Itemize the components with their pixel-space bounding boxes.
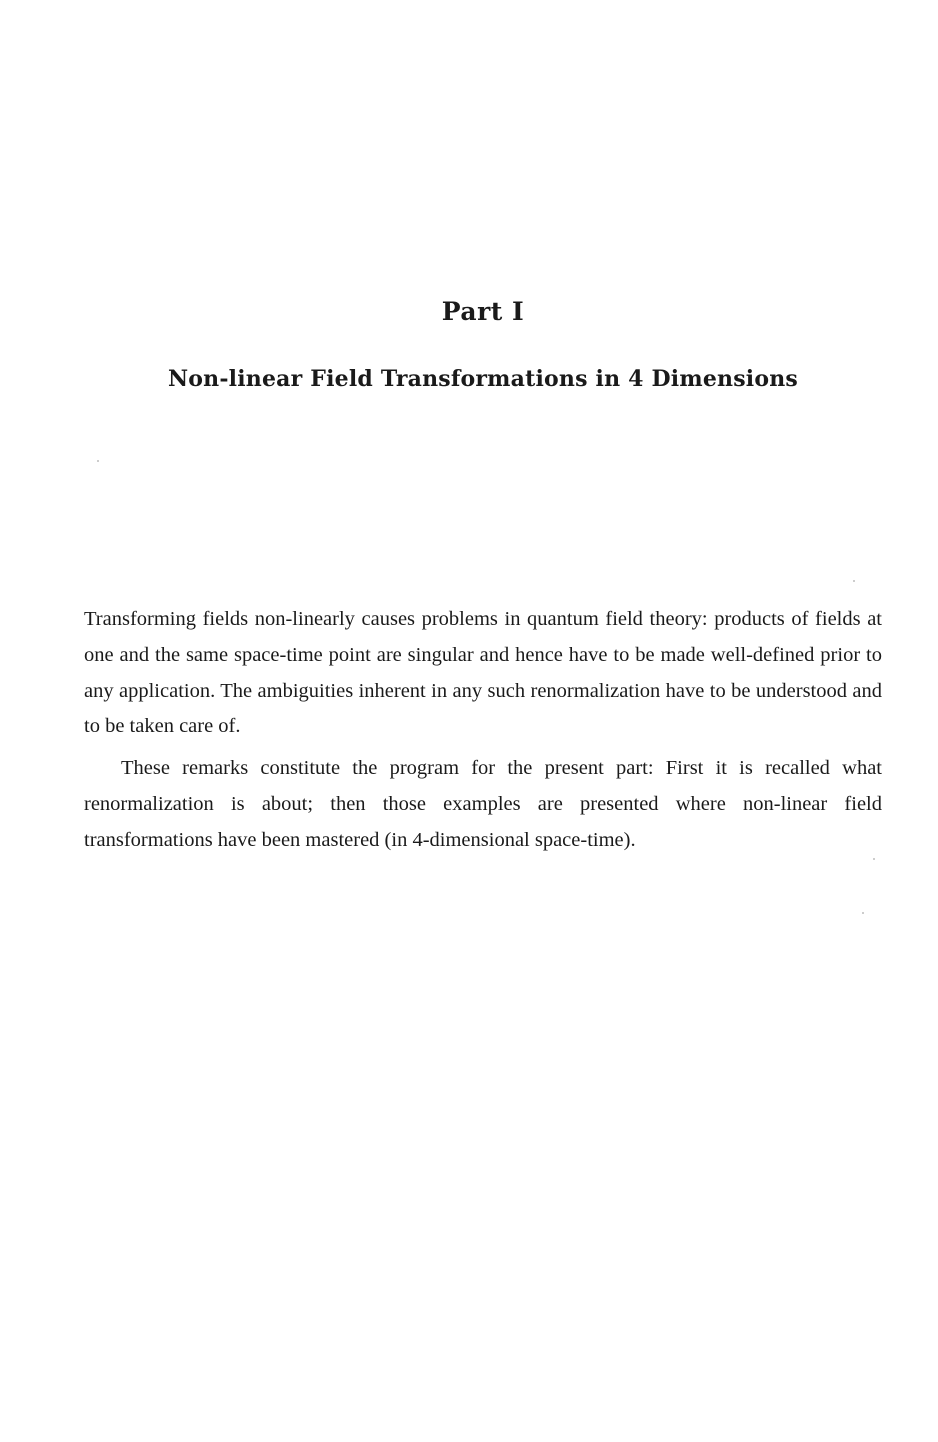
intro-paragraph: Transforming fields non-linearly causes problems in quantum field theory: products of fields at one and the same space-time point are singular and hence have to be made well-defined prior to any application. The ambiguities inherent in any such renormalization have to be understood and to be taken care of.	[84, 608, 882, 738]
scan-speck	[873, 858, 875, 860]
scan-speck	[97, 460, 99, 462]
part-title: Non-linear Field Transformations in 4 Dimensions	[167, 366, 799, 392]
program-paragraph: These remarks constitute the program for the present part: First it is recalled what renormalization is about; then those examples are presented where non-linear field transformations have been mastered (in 4-dimensional space-time).	[84, 757, 882, 851]
part-label: Part I	[441, 297, 525, 326]
scan-speck	[853, 580, 855, 582]
scan-speck	[862, 912, 864, 914]
